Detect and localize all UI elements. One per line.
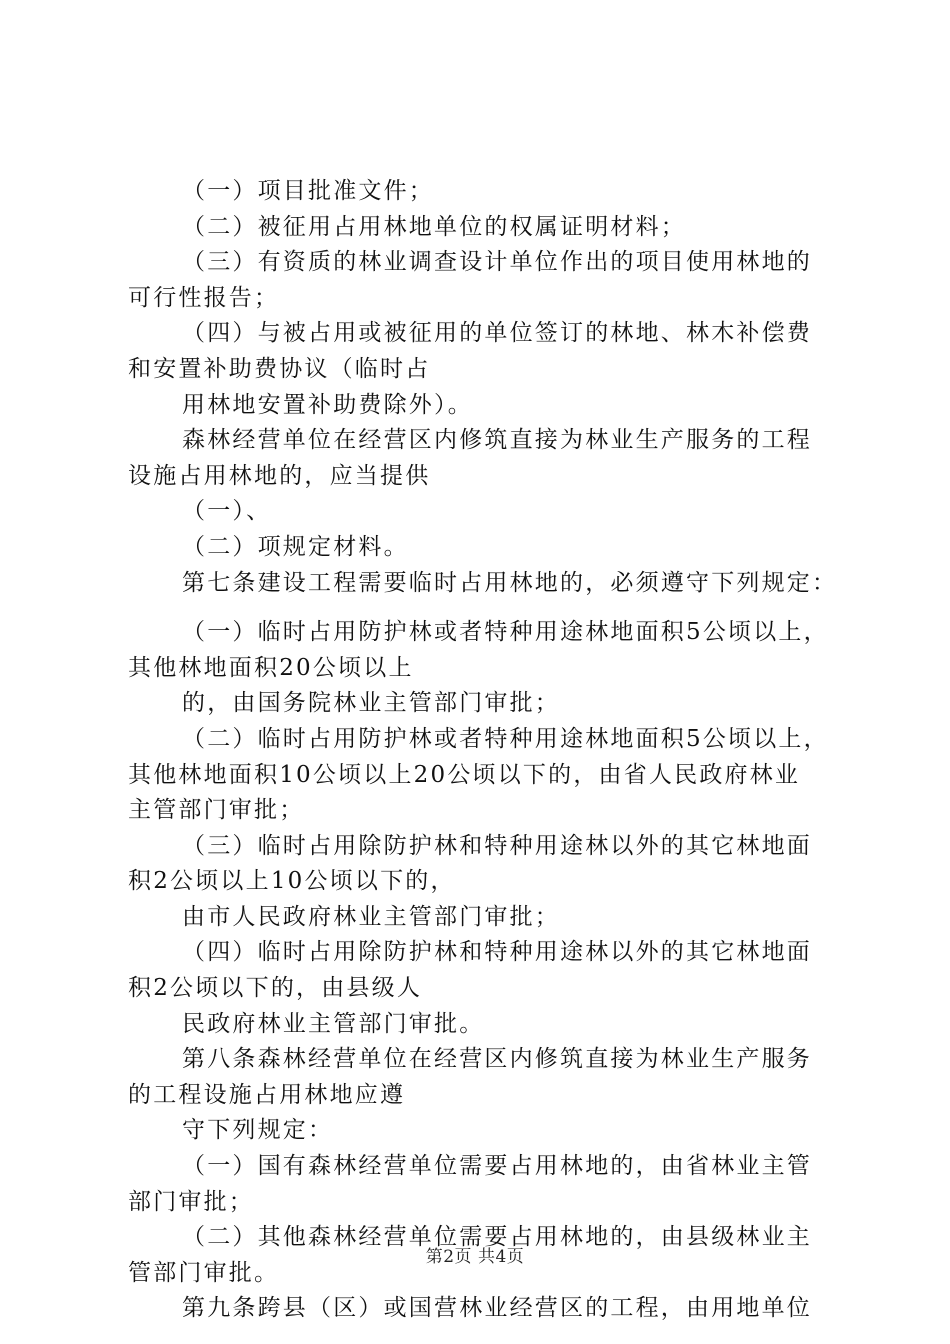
text-line: 用林地安置补助费除外）。 <box>182 391 473 418</box>
text-line: 由市人民政府林业主管部门审批； <box>182 903 560 930</box>
text-line: 守下列规定： <box>182 1117 334 1144</box>
text-line: 其他林地面积10公顷以上20公顷以下的，由省人民政府林业 <box>128 761 801 788</box>
text-line: （三）临时占用除防护林和特种用途林以外的其它林地面 <box>182 832 812 859</box>
text-line: （一）项目批准文件； <box>182 178 434 204</box>
text-line: （一）临时占用防护林或者特种用途林地面积5公顷以上， <box>182 619 829 646</box>
text-line: 第七条建设工程需要临时占用林地的，必须遵守下列规定： <box>182 569 838 596</box>
text-line: 主管部门审批； <box>128 797 305 824</box>
document-body <box>128 174 838 1327</box>
text-line: 森林经营单位在经营区内修筑直接为林业生产服务的工程 <box>182 427 812 454</box>
text-line: 的工程设施占用林地应遵 <box>128 1081 406 1108</box>
text-line: 第八条森林经营单位在经营区内修筑直接为林业生产服务 <box>182 1046 812 1073</box>
text-line: （二）项规定材料。 <box>182 533 409 560</box>
text-line: （二）其他森林经营单位需要占用林地的，由县级林业主 <box>182 1224 812 1251</box>
text-line: 管部门审批。 <box>128 1259 280 1286</box>
text-line: （二）临时占用防护林或者特种用途林地面积5公顷以上， <box>182 725 829 752</box>
text-line: 民政府林业主管部门审批。 <box>182 1010 485 1037</box>
text-line: 积2公顷以下的，由县级人 <box>128 975 423 1002</box>
text-line: 部门审批； <box>128 1188 254 1215</box>
text-line: 的，由国务院林业主管部门审批； <box>182 690 560 717</box>
text-line: （三）有资质的林业调查设计单位作出的项目使用林地的 <box>182 249 812 276</box>
text-line: 设施占用林地的，应当提供 <box>128 462 431 489</box>
text-line: 其他林地面积20公顷以上 <box>128 654 414 681</box>
text-line: （一）国有森林经营单位需要占用林地的，由省林业主管 <box>182 1153 812 1180</box>
text-line: （一）、 <box>182 498 272 525</box>
text-line: （四）与被占用或被征用的单位签订的林地、林木补偿费 <box>182 320 812 347</box>
text-line: 可行性报告； <box>128 284 280 311</box>
text-line: 第九条跨县（区）或国营林业经营区的工程，由用地单位 <box>182 1295 812 1322</box>
page-footer: 第2页 共4页 <box>425 1247 525 1267</box>
text-line: （二）被征用占用林地单位的权属证明材料； <box>182 213 686 240</box>
text-line: （四）临时占用除防护林和特种用途林以外的其它林地面 <box>182 939 812 966</box>
text-line: 和安置补助费协议（临时占 <box>128 355 431 382</box>
text-line: 积2公顷以上10公顷以下的， <box>128 868 456 895</box>
